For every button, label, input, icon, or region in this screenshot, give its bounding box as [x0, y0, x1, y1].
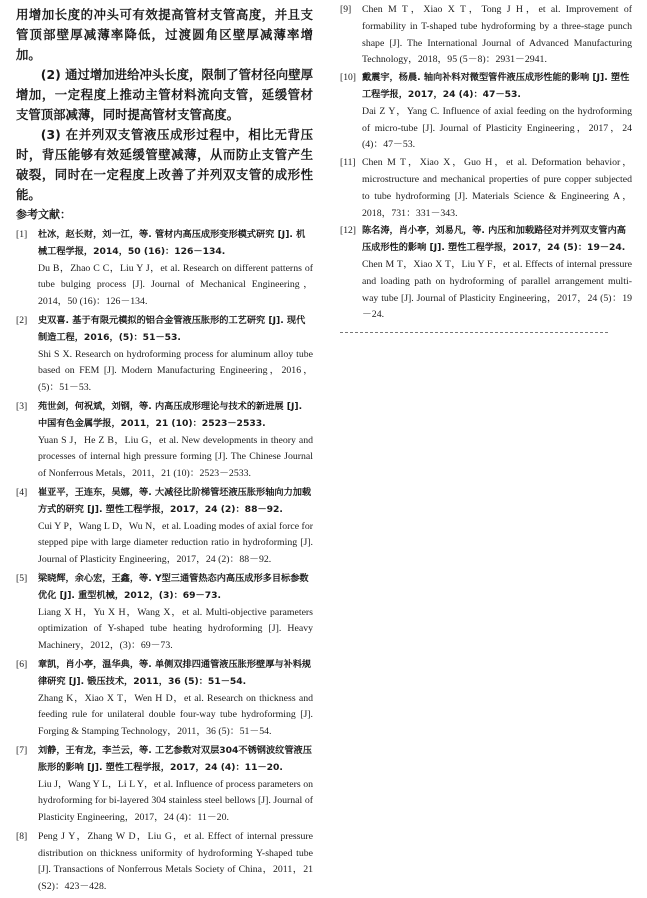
reference-6: [16, 657, 313, 741]
reference-number: [6]: [16, 658, 28, 670]
body-paragraph-1: 用增加长度的冲头可有效提高管材支管高度，并且支管顶部壁厚减薄率降低，过渡圆角区壁厚减薄率增加。: [16, 7, 313, 62]
reference-12: [340, 223, 632, 324]
reference-citation-zh: 史双喜. 基于有限元模拟的铝合金管液压胀形的工艺研究 [J]. 现代制造工程，2016，(5)：51－53.: [38, 314, 306, 343]
reference-citation-zh: 杜冰，赵长财，刘一江，等. 管材内高压成形变形模式研究 [J]. 机械工程学报，2014，50 (16)：126－134.: [38, 229, 306, 257]
reference-10: [340, 70, 632, 154]
reference-citation-en: Liu J，Wang Y L，Li L Y，et al. Influence of process parameters on hydroforming for bi-layered 304 stainless steel bellows [J]. Journal of Plasticity Engineering，2017，24 (4)：11－20.: [38, 778, 313, 824]
reference-number: [8]: [16, 830, 28, 842]
reference-citation-en: Liang X H，Yu X H，Wang X，et al. Multi-objective parameters optimization of Y-shaped tube heating hydroforming [J]. Heavy Machinery，2012，(3)：69－73.: [38, 606, 313, 652]
reference-4: [16, 485, 313, 569]
reference-citation-zh: 苑世剑，何祝斌，刘钢，等. 内高压成形理论与技术的新进展 [J]. 中国有色金属学报，2011，21 (10)：2523－2533.: [38, 400, 303, 429]
reference-1: [16, 227, 313, 311]
reference-number: [2]: [16, 314, 28, 326]
reference-citation-zh: 章凯，肖小亭，温华典，等. 单侧双排四通管液压胀形壁厚与补料规律研究 [J]. 锻压技术，2011，36 (5)：51－54.: [38, 658, 312, 687]
reference-number: [10]: [340, 72, 356, 84]
reference-number: [11]: [340, 157, 356, 169]
reference-citation-en: Chen M T，Xiao X，Guo H，et al. Deformation behavior，microstructure and mechanical properties of pure copper subjected to tube hydroforming [J]. Materials Science & Engineering A，2018，731：331－343.: [362, 157, 632, 219]
reference-number: [1]: [16, 229, 28, 240]
reference-7: [16, 743, 313, 827]
body-paragraph-3: (3) 在并列双支管液压成形过程中，相比无背压时，背压能够有效延缓管壁减薄，从而防止支管产生破裂，同时在一定程度上改善了并列双支管的成形性能。: [16, 127, 313, 202]
reference-number: [9]: [340, 4, 352, 15]
references-heading: 参考文献：: [16, 208, 71, 221]
reference-number: [7]: [16, 744, 28, 756]
reference-citation-en: Shi S X. Research on hydroforming process for aluminum alloy tube based on FEM [J]. Modern Manufacturing Engineering，2016，(5)：51－53.: [38, 348, 313, 394]
left-column: [16, 0, 313, 898]
reference-number: [4]: [16, 486, 28, 498]
reference-citation-en: Chen M T，Xiao X T，Liu Y F，et al. Effects of internal pressure and loading path on hydroforming of parallel arrangement multi-way tube [J]. Journal of Plasticity Engineering，2017，24 (5)：19－24.: [362, 258, 632, 321]
reference-8: [16, 829, 313, 896]
reference-citation-zh: 崔亚平，王连东，吴娜，等. 大减径比阶梯管坯液压胀形轴向力加载方式的研究 [J]. 塑性工程学报，2017，24 (2)：88－92.: [38, 486, 312, 515]
reference-11: [340, 155, 632, 222]
reference-citation-zh: 戴震宇，杨晨. 轴向补料对微型管件液压成形性能的影响 [J]. 塑性工程学报，2017，24 (4)：47－53.: [362, 72, 630, 100]
reference-number: [5]: [16, 572, 28, 584]
reference-citation-zh: 陈名涛，肖小亭，刘易凡，等. 内压和加载路径对并列双支管内高压成形性的影响 [J]. 塑性工程学报，2017，24 (5)：19－24.: [362, 225, 626, 254]
reference-5: [16, 571, 313, 655]
reference-citation-en: Yuan S J，He Z B，Liu G，et al. New developments in theory and processes of internal high pressure forming [J]. The Chinese Journal of Nonferrous Metals，2011，21 (10)：2523－2533.: [38, 434, 313, 480]
reference-citation-en: Peng J Y，Zhang W D，Liu G，et al. Effect of internal pressure distribution on thickness uniformity of hydroforming Y-shaped tube [J]. Transactions of Nonferrous Metals Society of China，2011，21 (S2)：423－428.: [38, 830, 313, 893]
reference-3: [16, 399, 313, 483]
reference-citation-en: Chen M T，Xiao X T，Tong J H，et al. Improvement of formability in T-shaped tube hydroforming by a three-stage punch shape [J]. The International Journal of Advanced Manufacturing Technology，2018，95 (5－8)：2931－2941.: [362, 4, 632, 66]
reference-citation-en: Dai Z Y，Yang C. Influence of axial feeding on the hydroforming of micro-tube [J]. Journal of Plasticity Engineering，2017，24 (4)：47－53.: [362, 105, 632, 151]
reference-citation-en: Cui Y P，Wang L D，Wu N，et al. Loading modes of axial force for stepped pipe with large diameter reduction ratio in hydroforming [J]. Journal of Plasticity Engineering，2017，24 (2)：88－92.: [38, 520, 313, 566]
reference-citation-zh: 刘静，王有龙，李兰云，等. 工艺参数对双层304不锈钢波纹管液压胀形的影响 [J]. 塑性工程学报，2017，24 (4)：11－20.: [38, 744, 312, 773]
reference-number: [12]: [340, 225, 356, 237]
reference-number: [3]: [16, 400, 28, 412]
right-column: [340, 0, 632, 333]
reference-citation-en: Zhang K，Xiao X T，Wen H D，et al. Research on thickness and feeding rule for unilateral double four-way tube hydroforming [J]. Forging & Stamping Technology，2011，36 (5)：51－54.: [38, 692, 313, 738]
end-separator: [340, 332, 608, 333]
reference-2: [16, 313, 313, 397]
body-paragraph-2: (2) 通过增加进给冲头长度，限制了管材径向壁厚增加，一定程度上推动主管材料流向支管，延缓管材支管顶部减薄，同时提高管材支管高度。: [16, 67, 313, 122]
reference-citation-zh: 梁晓辉，余心宏，王鑫，等. Y型三通管热态内高压成形多目标参数优化 [J]. 重型机械，2012，(3)：69－73.: [38, 572, 309, 601]
reference-citation-en: Du B，Zhao C C，Liu Y J，et al. Research on different patterns of tube bulging process [J]. Journal of Mechanical Engineering，2014，50 (16)：126－134.: [38, 262, 313, 308]
reference-9: [340, 2, 632, 69]
